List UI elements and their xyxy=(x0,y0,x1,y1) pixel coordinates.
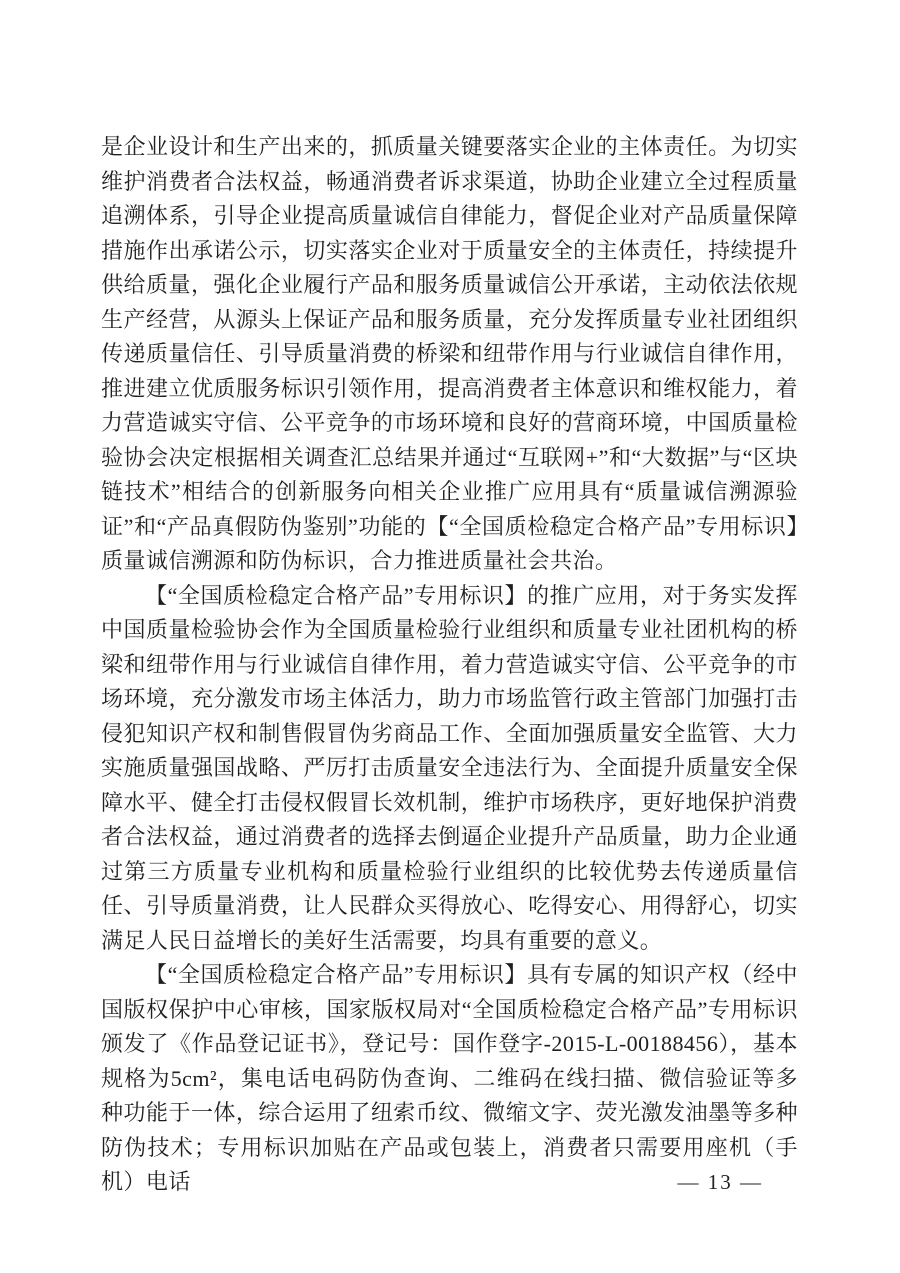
document-body xyxy=(101,130,798,1200)
paragraph-2: 【“全国质检稳定合格产品”专用标识】的推广应用，对于务实发挥中国质量检验协会作为全国质量检验行业组织和质量专业社团机构的桥梁和纽带作用与行业诚信自律作用，着力营造诚实守信、公平竞争的市场环境，充分激发市场主体活力，助力市场监管行政主管部门加强打击侵犯知识产权和制售假冒伪劣商品工作、全面加强质量安全监管、大力实施质量强国战略、严厉打击质量安全违法行为、全面提升质量安全保障水平、健全打击侵权假冒长效机制，维护市场秩序，更好地保护消费者合法权益，通过消费者的选择去倒逼企业提升产品质量，助力企业通过第三方质量专业机构和质量检验行业组织的比较优势去传递质量信任、引导质量消费，让人民群众买得放心、吃得安心、用得舒心，切实满足人民日益增长的美好生活需要，均具有重要的意义。 xyxy=(101,582,798,953)
paragraph-3: 【“全国质检稳定合格产品”专用标识】具有专属的知识产权（经中国版权保护中心审核，国家版权局对“全国质检稳定合格产品”专用标识颁发了《作品登记证书》，登记号：国作登字-2015-L-00188456），基本规格为5cm²，集电话电码防伪查询、二维码在线扫描、微信验证等多种功能于一体，综合运用了纽索币纹、微缩文字、荧光激发油墨等多种防伪技术；专用标识加贴在产品或包装上，消费者只需要用座机（手机）电话 xyxy=(101,962,798,1194)
paragraph-1: 是企业设计和生产出来的，抓质量关键要落实企业的主体责任。为切实维护消费者合法权益，畅通消费者诉求渠道，协助企业建立全过程质量追溯体系，引导企业提高质量诚信自律能力，督促企业对产品质量保障措施作出承诺公示，切实落实企业对于质量安全的主体责任，持续提升供给质量，强化企业履行产品和服务质量诚信公开承诺，主动依法依规生产经营，从源头上保证产品和服务质量，充分发挥质量专业社团组织传递质量信任、引导质量消费的桥梁和纽带作用与行业诚信自律作用，推进建立优质服务标识引领作用，提高消费者主体意识和维权能力，着力营造诚实守信、公平竞争的市场环境和良好的营商环境，中国质量检验协会决定根据相关调查汇总结果并通过“互联网+”和“大数据”与“区块链技术”相结合的创新服务向相关企业推广应用具有“质量诚信溯源验证”和“产品真假防伪鉴别”功能的【“全国质检稳定合格产品”专用标识】质量诚信溯源和防伪标识，合力推进质量社会共治。 xyxy=(101,134,798,573)
page-number: — 13 — xyxy=(677,1170,763,1194)
